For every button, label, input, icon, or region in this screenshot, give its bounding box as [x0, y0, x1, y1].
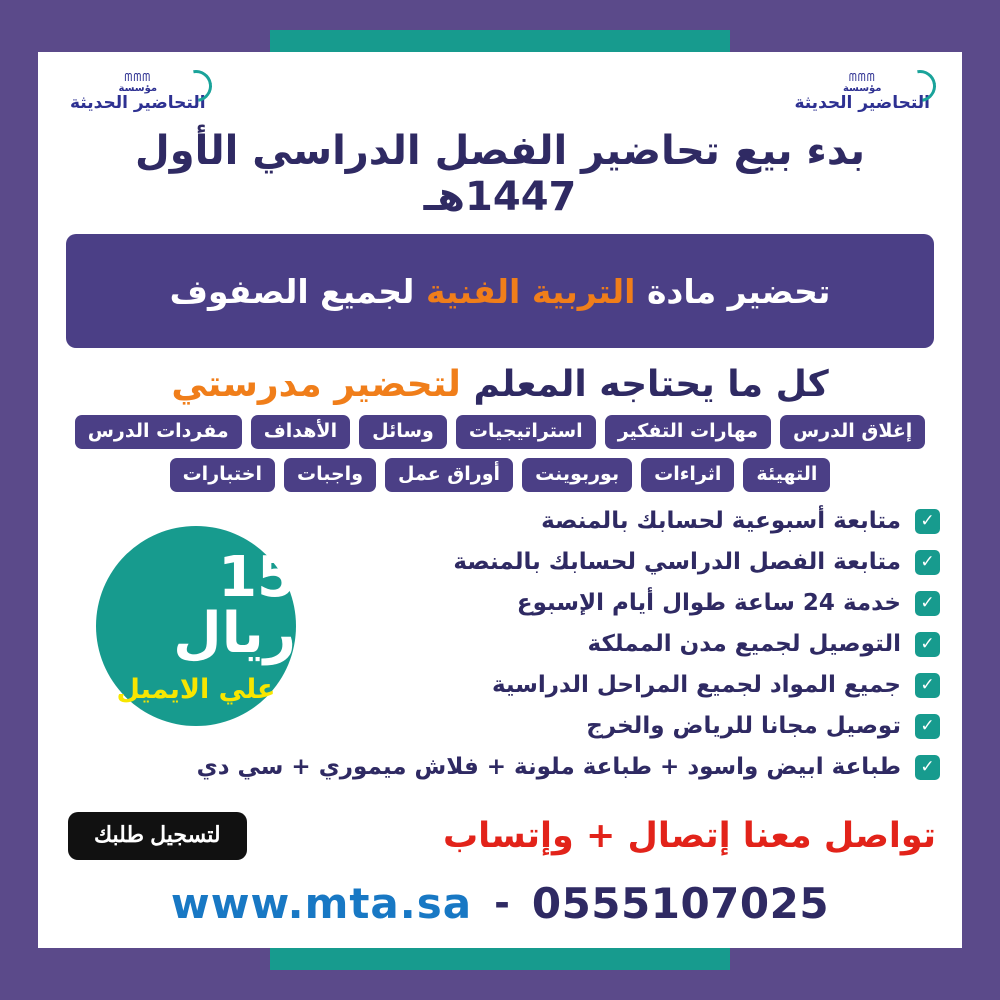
feature-label: جميع المواد لجميع المراحل الدراسية [491, 672, 901, 698]
chip-item: الأهداف [251, 415, 350, 449]
logo-mark-icon: ᗰᗰᗰ [848, 71, 876, 84]
feature-label: متابعة الفصل الدراسي لحسابك بالمنصة [453, 549, 901, 575]
separator: - [494, 881, 510, 925]
logo-mark-icon: ᗰᗰᗰ [124, 71, 152, 84]
logo-top-word: مؤسسة [842, 83, 882, 94]
feature-label: التوصيل لجميع مدن المملكة [587, 631, 901, 657]
chip-item: بوربوينت [522, 458, 632, 492]
logo-name: التحاضير الحديثة [70, 93, 206, 113]
chip-item: وسائل [359, 415, 447, 449]
footer-row [60, 876, 940, 930]
subject-text [170, 272, 831, 311]
chip-item: أوراق عمل [385, 458, 513, 492]
chip-list [60, 415, 940, 492]
feature-label: خدمة 24 ساعة طوال أيام الإسبوع [516, 590, 901, 616]
feature-label: توصيل مجانا للرياض والخرج [586, 713, 901, 739]
subject-highlight: التربية الفنية [425, 271, 636, 311]
chip-item: مفردات الدرس [75, 415, 242, 449]
register-order-button[interactable]: لتسجيل طلبك [68, 812, 247, 860]
contact-text: تواصل معنا إتصال + وإتساب [442, 816, 936, 856]
feature-label: طباعة ابيض واسود + طباعة ملونة + فلاش ميموري + سي دي [196, 754, 901, 780]
chip-item: واجبات [284, 458, 376, 492]
logo-row [60, 66, 940, 124]
check-icon: ✓ [915, 632, 940, 657]
price-note: علي الايميل [116, 673, 276, 705]
middle-section [60, 506, 940, 806]
needs-part2: لتحضير مدرستي [171, 364, 461, 405]
phone-number[interactable]: 0555107025 [531, 878, 830, 928]
chip-item: إغلاق الدرس [780, 415, 925, 449]
check-icon: ✓ [915, 714, 940, 739]
page-title: بدء بيع تحاضير الفصل الدراسي الأول 1447هـ [135, 128, 865, 220]
subject-prefix: تحضير مادة [646, 271, 831, 311]
chip-item: اثراءات [641, 458, 734, 492]
logo-name: التحاضير الحديثة [794, 93, 930, 113]
list-item [196, 752, 940, 782]
list-item [250, 506, 940, 536]
check-icon: ✓ [915, 673, 940, 698]
chip-item: التهيئة [743, 458, 830, 492]
subject-banner [66, 234, 934, 348]
contact-row [60, 808, 940, 868]
needs-part1: كل ما يحتاجه المعلم [473, 364, 829, 405]
needs-headline [60, 364, 940, 405]
list-item [250, 629, 940, 659]
chip-item: اختبارات [170, 458, 275, 492]
feature-label: متابعة أسبوعية لحسابك بالمنصة [541, 508, 901, 534]
logo-top-word: مؤسسة [118, 83, 158, 94]
check-icon: ✓ [915, 509, 940, 534]
check-icon: ✓ [915, 591, 940, 616]
list-item [250, 588, 940, 618]
check-icon: ✓ [915, 755, 940, 780]
subject-suffix: لجميع الصفوف [169, 271, 415, 311]
list-item [250, 547, 940, 577]
website-link[interactable]: www.mta.sa [170, 878, 473, 928]
price-amount: 15 ريال [173, 544, 296, 666]
chip-item: مهارات التفكير [605, 415, 771, 449]
list-item [250, 711, 940, 741]
chip-item: استراتيجيات [456, 415, 596, 449]
poster-card [38, 52, 962, 948]
logo-left [70, 72, 206, 112]
list-item [250, 670, 940, 700]
check-icon: ✓ [915, 550, 940, 575]
logo-right [794, 72, 930, 112]
